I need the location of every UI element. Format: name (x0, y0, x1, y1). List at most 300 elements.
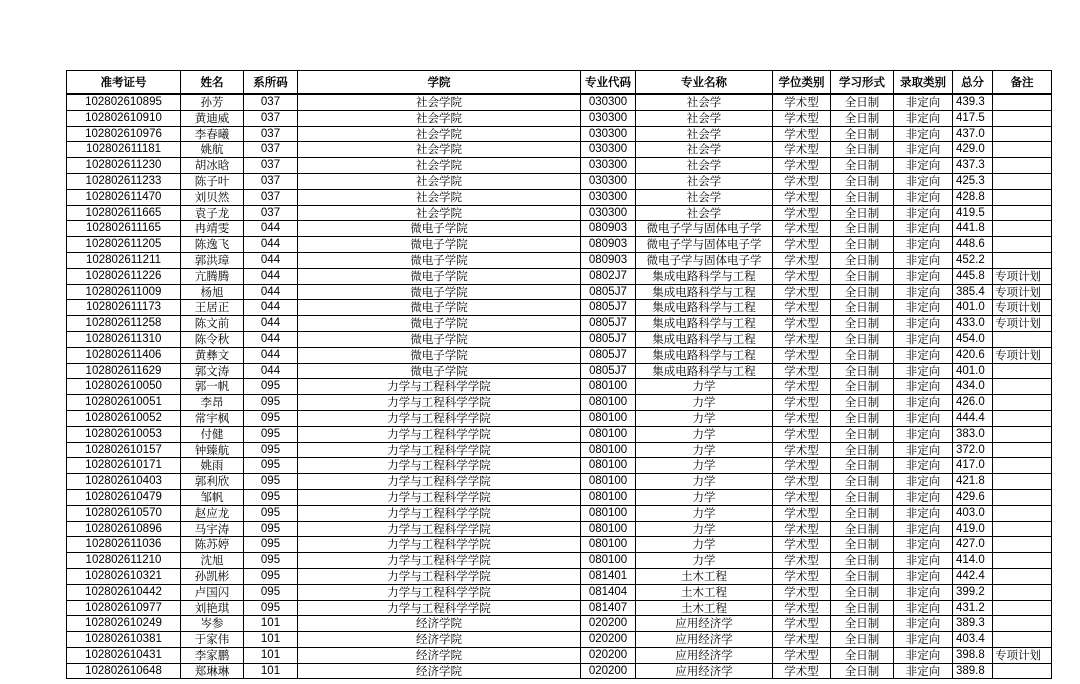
dept-code-cell: 037 (244, 205, 298, 221)
degree-type-cell: 学术型 (773, 173, 831, 189)
study-mode-cell: 全日制 (831, 173, 894, 189)
major-name-cell: 社会学 (636, 110, 773, 126)
remarks-cell: 专项计划 (993, 347, 1052, 363)
major-name-cell: 社会学 (636, 173, 773, 189)
remarks-cell (993, 221, 1052, 237)
study-mode-cell: 全日制 (831, 284, 894, 300)
table-row (67, 584, 1052, 600)
admission-type-cell: 非定向 (894, 347, 953, 363)
admission-type-cell: 非定向 (894, 663, 953, 679)
dept-code-cell: 037 (244, 110, 298, 126)
total-score-cell: 431.2 (953, 600, 993, 616)
exam-id-cell: 102802611211 (67, 252, 181, 268)
exam-id-cell: 102802611310 (67, 331, 181, 347)
remarks-cell: 专项计划 (993, 316, 1052, 332)
major-name-cell: 力学 (636, 553, 773, 569)
study-mode-cell: 全日制 (831, 379, 894, 395)
total-score-cell: 401.0 (953, 363, 993, 379)
table-row (67, 379, 1052, 395)
major-name-cell: 力学 (636, 474, 773, 490)
remarks-cell (993, 410, 1052, 426)
study-mode-cell: 全日制 (831, 647, 894, 663)
major-name-cell: 力学 (636, 426, 773, 442)
major-code-cell: 020200 (581, 663, 636, 679)
name-cell: 卢国闪 (181, 584, 244, 600)
major-name-cell: 社会学 (636, 94, 773, 110)
total-score-cell: 429.6 (953, 489, 993, 505)
college-cell: 力学与工程科学学院 (298, 458, 581, 474)
name-cell: 郭洪璋 (181, 252, 244, 268)
table-row (67, 537, 1052, 553)
dept-code-cell: 037 (244, 126, 298, 142)
college-cell: 微电子学院 (298, 221, 581, 237)
table-row (67, 142, 1052, 158)
study-mode-cell: 全日制 (831, 347, 894, 363)
remarks-cell (993, 158, 1052, 174)
admission-type-cell: 非定向 (894, 205, 953, 221)
table-header-row (67, 71, 1052, 95)
exam-id-cell: 102802610895 (67, 94, 181, 110)
exam-id-cell: 102802610053 (67, 426, 181, 442)
dept-code-cell: 095 (244, 458, 298, 474)
exam-id-cell: 102802610050 (67, 379, 181, 395)
table-row (67, 300, 1052, 316)
admission-type-cell: 非定向 (894, 237, 953, 253)
exam-id-cell: 102802610648 (67, 663, 181, 679)
dept-code-cell: 101 (244, 632, 298, 648)
college-cell: 力学与工程科学学院 (298, 395, 581, 411)
college-cell: 力学与工程科学学院 (298, 426, 581, 442)
admission-type-cell: 非定向 (894, 489, 953, 505)
total-score-cell: 433.0 (953, 316, 993, 332)
major-name-cell: 应用经济学 (636, 632, 773, 648)
major-name-cell: 社会学 (636, 189, 773, 205)
dept-code-cell: 095 (244, 489, 298, 505)
name-cell: 郭一帆 (181, 379, 244, 395)
name-cell: 李春曦 (181, 126, 244, 142)
major-code-cell: 0805J7 (581, 300, 636, 316)
name-cell: 陈苏婷 (181, 537, 244, 553)
dept-code-cell: 044 (244, 300, 298, 316)
name-cell: 赵应龙 (181, 505, 244, 521)
college-cell: 微电子学院 (298, 363, 581, 379)
degree-type-cell: 学术型 (773, 505, 831, 521)
exam-id-cell: 102802610381 (67, 632, 181, 648)
college-cell: 社会学院 (298, 126, 581, 142)
major-code-cell: 081404 (581, 584, 636, 600)
name-cell: 陈文前 (181, 316, 244, 332)
college-cell: 微电子学院 (298, 316, 581, 332)
table-body (67, 94, 1052, 679)
total-score-cell: 421.8 (953, 474, 993, 490)
remarks-cell: 专项计划 (993, 284, 1052, 300)
table-row (67, 158, 1052, 174)
total-score-header: 总分 (953, 71, 993, 95)
remarks-header: 备注 (993, 71, 1052, 95)
major-name-cell: 力学 (636, 379, 773, 395)
exam-id-cell: 102802610910 (67, 110, 181, 126)
college-cell: 力学与工程科学学院 (298, 584, 581, 600)
college-cell: 经济学院 (298, 616, 581, 632)
remarks-cell (993, 142, 1052, 158)
name-cell: 于家伟 (181, 632, 244, 648)
admission-type-cell: 非定向 (894, 221, 953, 237)
table-row (67, 237, 1052, 253)
major-name-cell: 应用经济学 (636, 647, 773, 663)
name-cell: 郑琳琳 (181, 663, 244, 679)
total-score-cell: 434.0 (953, 379, 993, 395)
total-score-cell: 445.8 (953, 268, 993, 284)
degree-type-cell: 学术型 (773, 300, 831, 316)
exam-id-cell: 102802611406 (67, 347, 181, 363)
degree-type-cell: 学术型 (773, 142, 831, 158)
table-row (67, 489, 1052, 505)
major-name-cell: 社会学 (636, 126, 773, 142)
study-mode-cell: 全日制 (831, 663, 894, 679)
study-mode-cell: 全日制 (831, 521, 894, 537)
degree-type-cell: 学术型 (773, 521, 831, 537)
major-name-cell: 集成电路科学与工程 (636, 300, 773, 316)
exam-id-cell: 102802610403 (67, 474, 181, 490)
degree-type-cell: 学术型 (773, 126, 831, 142)
remarks-cell (993, 505, 1052, 521)
major-code-cell: 0805J7 (581, 331, 636, 347)
study-mode-cell: 全日制 (831, 126, 894, 142)
dept-code-cell: 095 (244, 521, 298, 537)
admission-type-cell: 非定向 (894, 300, 953, 316)
major-code-cell: 020200 (581, 632, 636, 648)
college-cell: 力学与工程科学学院 (298, 379, 581, 395)
table-row (67, 316, 1052, 332)
college-cell: 微电子学院 (298, 347, 581, 363)
name-cell: 冉靖雯 (181, 221, 244, 237)
major-code-cell: 080903 (581, 237, 636, 253)
total-score-cell: 426.0 (953, 395, 993, 411)
major-code-cell: 080100 (581, 458, 636, 474)
admission-type-cell: 非定向 (894, 158, 953, 174)
dept-code-cell: 044 (244, 284, 298, 300)
study-mode-cell: 全日制 (831, 300, 894, 316)
total-score-cell: 403.4 (953, 632, 993, 648)
total-score-cell: 454.0 (953, 331, 993, 347)
degree-type-cell: 学术型 (773, 442, 831, 458)
major-code-cell: 030300 (581, 205, 636, 221)
name-cell: 刘艳琪 (181, 600, 244, 616)
remarks-cell (993, 94, 1052, 110)
exam-id-cell: 102802611036 (67, 537, 181, 553)
total-score-cell: 439.3 (953, 94, 993, 110)
major-code-cell: 0805J7 (581, 316, 636, 332)
dept-code-cell: 044 (244, 316, 298, 332)
dept-code-cell: 101 (244, 647, 298, 663)
college-cell: 力学与工程科学学院 (298, 410, 581, 426)
name-cell: 姚雨 (181, 458, 244, 474)
college-cell: 经济学院 (298, 647, 581, 663)
degree-type-cell: 学术型 (773, 568, 831, 584)
table-row (67, 474, 1052, 490)
degree-type-cell: 学术型 (773, 205, 831, 221)
major-name-cell: 力学 (636, 521, 773, 537)
remarks-cell (993, 252, 1052, 268)
remarks-cell (993, 173, 1052, 189)
table-row (67, 442, 1052, 458)
degree-type-cell: 学术型 (773, 474, 831, 490)
admission-type-cell: 非定向 (894, 331, 953, 347)
total-score-cell: 448.6 (953, 237, 993, 253)
exam-id-cell: 102802610896 (67, 521, 181, 537)
admission-type-cell: 非定向 (894, 126, 953, 142)
college-cell: 力学与工程科学学院 (298, 553, 581, 569)
total-score-cell: 420.6 (953, 347, 993, 363)
exam-id-cell: 102802611205 (67, 237, 181, 253)
dept-code-cell: 095 (244, 505, 298, 521)
table-row (67, 647, 1052, 663)
study-mode-cell: 全日制 (831, 316, 894, 332)
name-header: 姓名 (181, 71, 244, 95)
major-code-cell: 080100 (581, 474, 636, 490)
degree-type-cell: 学术型 (773, 363, 831, 379)
name-cell: 黄迪威 (181, 110, 244, 126)
college-cell: 社会学院 (298, 189, 581, 205)
admission-type-cell: 非定向 (894, 632, 953, 648)
study-mode-cell: 全日制 (831, 110, 894, 126)
name-cell: 岑参 (181, 616, 244, 632)
college-cell: 微电子学院 (298, 237, 581, 253)
total-score-cell: 403.0 (953, 505, 993, 521)
major-code-cell: 080100 (581, 426, 636, 442)
admission-type-cell: 非定向 (894, 284, 953, 300)
name-cell: 沈旭 (181, 553, 244, 569)
table-row (67, 410, 1052, 426)
remarks-cell (993, 521, 1052, 537)
major-code-cell: 080100 (581, 537, 636, 553)
study-mode-cell: 全日制 (831, 568, 894, 584)
table-row (67, 221, 1052, 237)
college-cell: 社会学院 (298, 173, 581, 189)
exam-id-cell: 102802611226 (67, 268, 181, 284)
exam-id-cell: 102802611210 (67, 553, 181, 569)
study-mode-cell: 全日制 (831, 489, 894, 505)
college-cell: 力学与工程科学学院 (298, 568, 581, 584)
major-code-cell: 080903 (581, 252, 636, 268)
admission-list-table (66, 70, 1052, 679)
admission-type-cell: 非定向 (894, 458, 953, 474)
degree-type-cell: 学术型 (773, 584, 831, 600)
exam-id-cell: 102802610479 (67, 489, 181, 505)
college-cell: 经济学院 (298, 663, 581, 679)
major-code-cell: 030300 (581, 126, 636, 142)
major-code-cell: 080100 (581, 410, 636, 426)
admission-type-cell: 非定向 (894, 142, 953, 158)
remarks-cell (993, 616, 1052, 632)
study-mode-cell: 全日制 (831, 158, 894, 174)
degree-type-cell: 学术型 (773, 647, 831, 663)
remarks-cell (993, 395, 1052, 411)
total-score-cell: 419.0 (953, 521, 993, 537)
degree-type-cell: 学术型 (773, 616, 831, 632)
total-score-cell: 401.0 (953, 300, 993, 316)
major-name-cell: 力学 (636, 410, 773, 426)
degree-type-cell: 学术型 (773, 110, 831, 126)
exam-id-cell: 102802611230 (67, 158, 181, 174)
exam-id-cell: 102802611009 (67, 284, 181, 300)
remarks-cell (993, 663, 1052, 679)
table-row (67, 616, 1052, 632)
total-score-cell: 437.3 (953, 158, 993, 174)
college-cell: 微电子学院 (298, 268, 581, 284)
exam-id-cell: 102802611258 (67, 316, 181, 332)
dept-code-cell: 037 (244, 158, 298, 174)
major-name-cell: 土木工程 (636, 568, 773, 584)
exam-id-header: 准考证号 (67, 71, 181, 95)
remarks-cell (993, 632, 1052, 648)
exam-id-cell: 102802611173 (67, 300, 181, 316)
table-row (67, 284, 1052, 300)
study-mode-cell: 全日制 (831, 616, 894, 632)
table-row (67, 600, 1052, 616)
dept-code-cell: 037 (244, 189, 298, 205)
admission-type-cell: 非定向 (894, 616, 953, 632)
degree-type-cell: 学术型 (773, 268, 831, 284)
dept-code-cell: 095 (244, 379, 298, 395)
study-mode-cell: 全日制 (831, 410, 894, 426)
exam-id-cell: 102802610977 (67, 600, 181, 616)
major-name-cell: 力学 (636, 458, 773, 474)
major-name-cell: 土木工程 (636, 600, 773, 616)
dept-code-cell: 037 (244, 94, 298, 110)
study-mode-cell: 全日制 (831, 537, 894, 553)
exam-id-cell: 102802610321 (67, 568, 181, 584)
total-score-cell: 427.0 (953, 537, 993, 553)
remarks-cell (993, 584, 1052, 600)
dept-code-cell: 044 (244, 347, 298, 363)
admission-type-cell: 非定向 (894, 395, 953, 411)
remarks-cell (993, 426, 1052, 442)
remarks-cell (993, 363, 1052, 379)
major-name-cell: 力学 (636, 395, 773, 411)
study-mode-cell: 全日制 (831, 584, 894, 600)
table-row (67, 347, 1052, 363)
study-mode-cell: 全日制 (831, 458, 894, 474)
dept-code-cell: 101 (244, 616, 298, 632)
admission-type-cell: 非定向 (894, 553, 953, 569)
admission-type-cell: 非定向 (894, 363, 953, 379)
degree-type-cell: 学术型 (773, 347, 831, 363)
name-cell: 亢腾腾 (181, 268, 244, 284)
exam-id-cell: 102802611629 (67, 363, 181, 379)
degree-type-cell: 学术型 (773, 426, 831, 442)
remarks-cell: 专项计划 (993, 647, 1052, 663)
study-mode-cell: 全日制 (831, 268, 894, 284)
study-mode-cell: 全日制 (831, 205, 894, 221)
dept-code-cell: 095 (244, 584, 298, 600)
degree-type-cell: 学术型 (773, 252, 831, 268)
remarks-cell (993, 537, 1052, 553)
remarks-cell (993, 237, 1052, 253)
dept-code-cell: 095 (244, 395, 298, 411)
dept-code-cell: 095 (244, 442, 298, 458)
degree-type-cell: 学术型 (773, 553, 831, 569)
table-row (67, 426, 1052, 442)
total-score-cell: 389.8 (953, 663, 993, 679)
exam-id-cell: 102802611165 (67, 221, 181, 237)
exam-id-cell: 102802611665 (67, 205, 181, 221)
major-code-cell: 0805J7 (581, 347, 636, 363)
dept-code-cell: 044 (244, 268, 298, 284)
major-name-cell: 力学 (636, 537, 773, 553)
total-score-cell: 425.3 (953, 173, 993, 189)
admission-type-header: 录取类别 (894, 71, 953, 95)
admission-type-cell: 非定向 (894, 316, 953, 332)
college-cell: 微电子学院 (298, 300, 581, 316)
major-name-cell: 应用经济学 (636, 616, 773, 632)
major-code-cell: 081401 (581, 568, 636, 584)
degree-type-cell: 学术型 (773, 458, 831, 474)
college-cell: 社会学院 (298, 205, 581, 221)
degree-type-cell: 学术型 (773, 379, 831, 395)
table-row (67, 252, 1052, 268)
total-score-cell: 452.2 (953, 252, 993, 268)
study-mode-cell: 全日制 (831, 426, 894, 442)
college-cell: 社会学院 (298, 94, 581, 110)
admission-type-cell: 非定向 (894, 252, 953, 268)
table-row (67, 126, 1052, 142)
total-score-cell: 383.0 (953, 426, 993, 442)
admission-type-cell: 非定向 (894, 410, 953, 426)
admission-type-cell: 非定向 (894, 521, 953, 537)
name-cell: 李家鹏 (181, 647, 244, 663)
degree-type-cell: 学术型 (773, 316, 831, 332)
major-name-cell: 社会学 (636, 158, 773, 174)
college-header: 学院 (298, 71, 581, 95)
remarks-cell (993, 458, 1052, 474)
major-name-cell: 集成电路科学与工程 (636, 284, 773, 300)
degree-type-cell: 学术型 (773, 237, 831, 253)
name-cell: 付健 (181, 426, 244, 442)
name-cell: 陈令秋 (181, 331, 244, 347)
remarks-cell (993, 489, 1052, 505)
degree-type-cell: 学术型 (773, 331, 831, 347)
table-row (67, 505, 1052, 521)
admission-type-cell: 非定向 (894, 173, 953, 189)
major-code-cell: 0802J7 (581, 268, 636, 284)
major-code-cell: 081407 (581, 600, 636, 616)
table-row (67, 395, 1052, 411)
major-name-cell: 力学 (636, 442, 773, 458)
name-cell: 陈子叶 (181, 173, 244, 189)
study-mode-cell: 全日制 (831, 632, 894, 648)
college-cell: 力学与工程科学学院 (298, 474, 581, 490)
degree-type-cell: 学术型 (773, 537, 831, 553)
study-mode-cell: 全日制 (831, 363, 894, 379)
dept-code-cell: 037 (244, 173, 298, 189)
remarks-cell: 专项计划 (993, 300, 1052, 316)
admission-type-cell: 非定向 (894, 379, 953, 395)
total-score-cell: 429.0 (953, 142, 993, 158)
study-mode-cell: 全日制 (831, 189, 894, 205)
admission-type-cell: 非定向 (894, 442, 953, 458)
major-code-cell: 030300 (581, 94, 636, 110)
total-score-cell: 437.0 (953, 126, 993, 142)
college-cell: 微电子学院 (298, 252, 581, 268)
admission-type-cell: 非定向 (894, 474, 953, 490)
remarks-cell (993, 442, 1052, 458)
table-row (67, 110, 1052, 126)
major-name-cell: 土木工程 (636, 584, 773, 600)
college-cell: 经济学院 (298, 632, 581, 648)
exam-id-cell: 102802610249 (67, 616, 181, 632)
name-cell: 孙凯彬 (181, 568, 244, 584)
